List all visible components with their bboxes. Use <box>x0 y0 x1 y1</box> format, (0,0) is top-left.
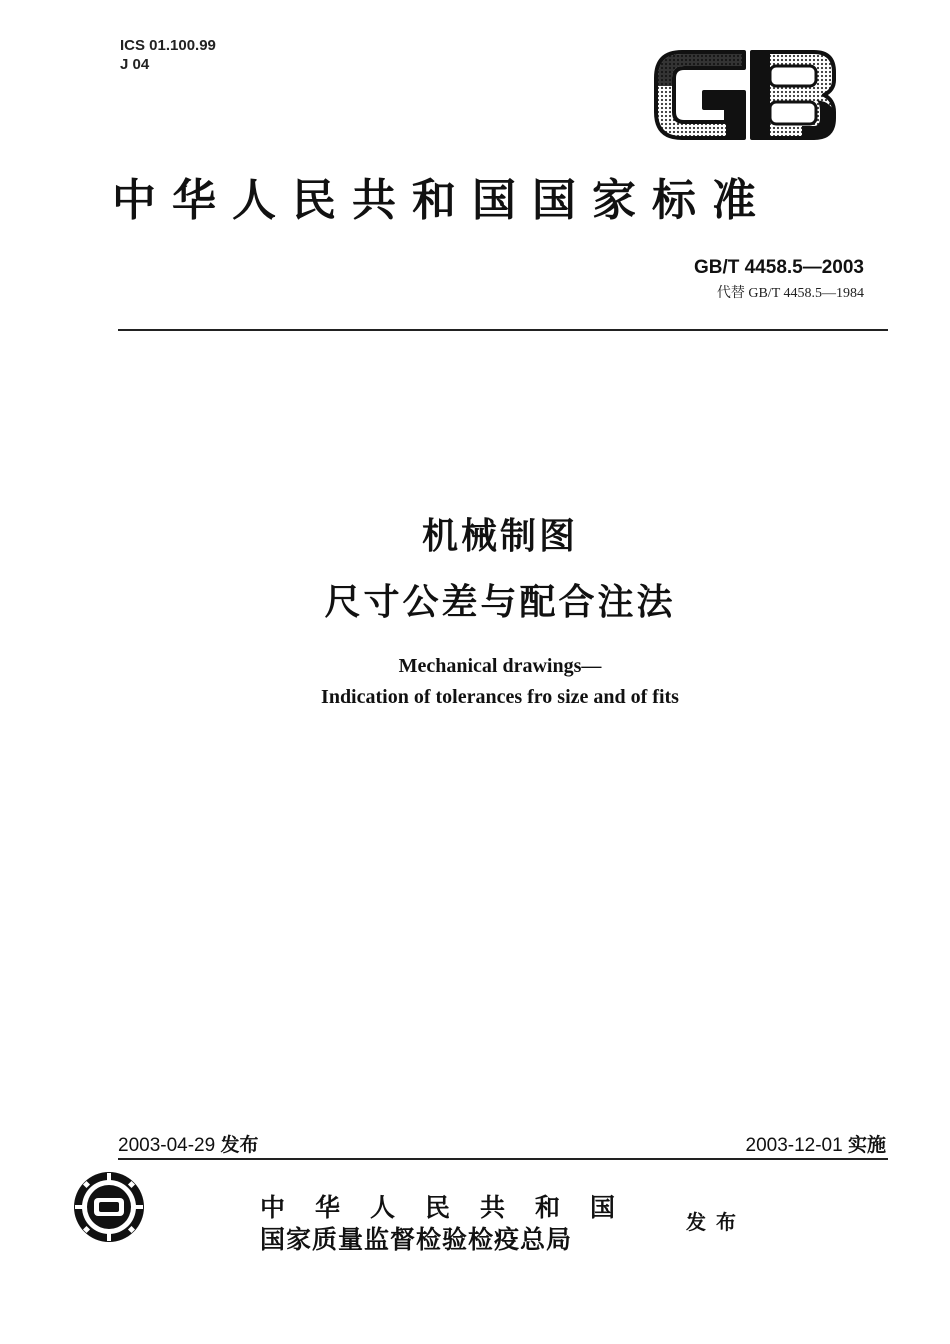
implementation-date-value: 2003-12-01 <box>745 1135 843 1156</box>
ccs-code: J 04 <box>120 56 150 73</box>
aqsiq-emblem-icon <box>72 1170 146 1244</box>
issuer-line-1: 中华人民共和国 <box>260 1193 646 1222</box>
title-english-sub: Indication of tolerances fro size and of fits <box>321 686 679 708</box>
issuer-line-2: 国家质量监督检验检疫总局 <box>260 1225 573 1254</box>
title-chinese-main: 机械制图 <box>421 516 578 557</box>
bottom-divider <box>118 1158 888 1160</box>
ics-code: ICS 01.100.99 <box>120 37 216 54</box>
standard-number <box>694 257 864 279</box>
issue-date <box>118 1130 259 1157</box>
issue-date-value: 2003-04-29 <box>118 1135 216 1156</box>
implementation-date <box>746 1130 887 1157</box>
issued-by-label: 发布 <box>686 1210 746 1234</box>
issue-date-label: 发布 <box>220 1134 259 1156</box>
replaces-standard: 代替 GB/T 4458.5—1984 <box>716 286 864 301</box>
classification-codes <box>120 36 216 74</box>
national-standard-title: 中华人民共和国国家标准 <box>112 175 772 226</box>
gb-standard-logo-icon <box>652 46 838 144</box>
title-chinese-sub: 尺寸公差与配合注法 <box>324 582 676 623</box>
title-english-main: Mechanical drawings— <box>398 655 602 677</box>
implementation-date-label: 实施 <box>847 1134 886 1156</box>
standard-number-text: GB/T 4458.5—2003 <box>693 257 864 278</box>
top-divider <box>118 329 888 331</box>
